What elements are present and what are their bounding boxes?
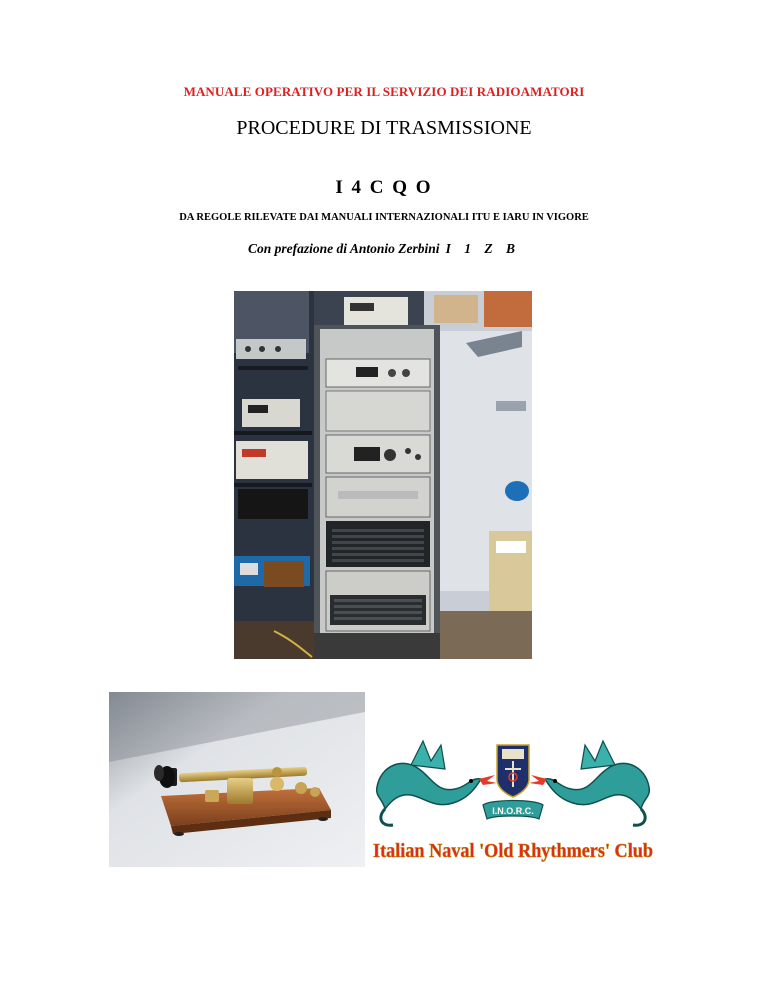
shield-icon [497,745,529,797]
preface-text: Con prefazione di Antonio Zerbini [248,241,440,256]
badge-text: I.N.O.R.C. [492,806,534,816]
author-callsign: I 4 C Q O [335,177,433,198]
telegraph-key-photo [109,692,365,867]
right-dragon-icon [545,741,649,825]
left-dragon-icon [377,741,481,825]
manual-header: MANUALE OPERATIVO PER IL SERVIZIO DEI RADIOAMATORI [183,84,585,99]
preface-callsign: I 1 Z B [445,241,520,256]
radio-rack-photo [234,291,532,659]
document-title: PROCEDURE DI TRASMISSIONE [236,117,532,139]
inorc-badge [483,801,543,820]
club-name: Italian Naval 'Old Rhythmers' Club [373,840,653,862]
rules-source-line: DA REGOLE RILEVATE DAI MANUALI INTERNAZIONALI ITU E IARU IN VIGORE [179,212,589,223]
club-logo [371,735,655,865]
preface-credit [0,241,768,257]
